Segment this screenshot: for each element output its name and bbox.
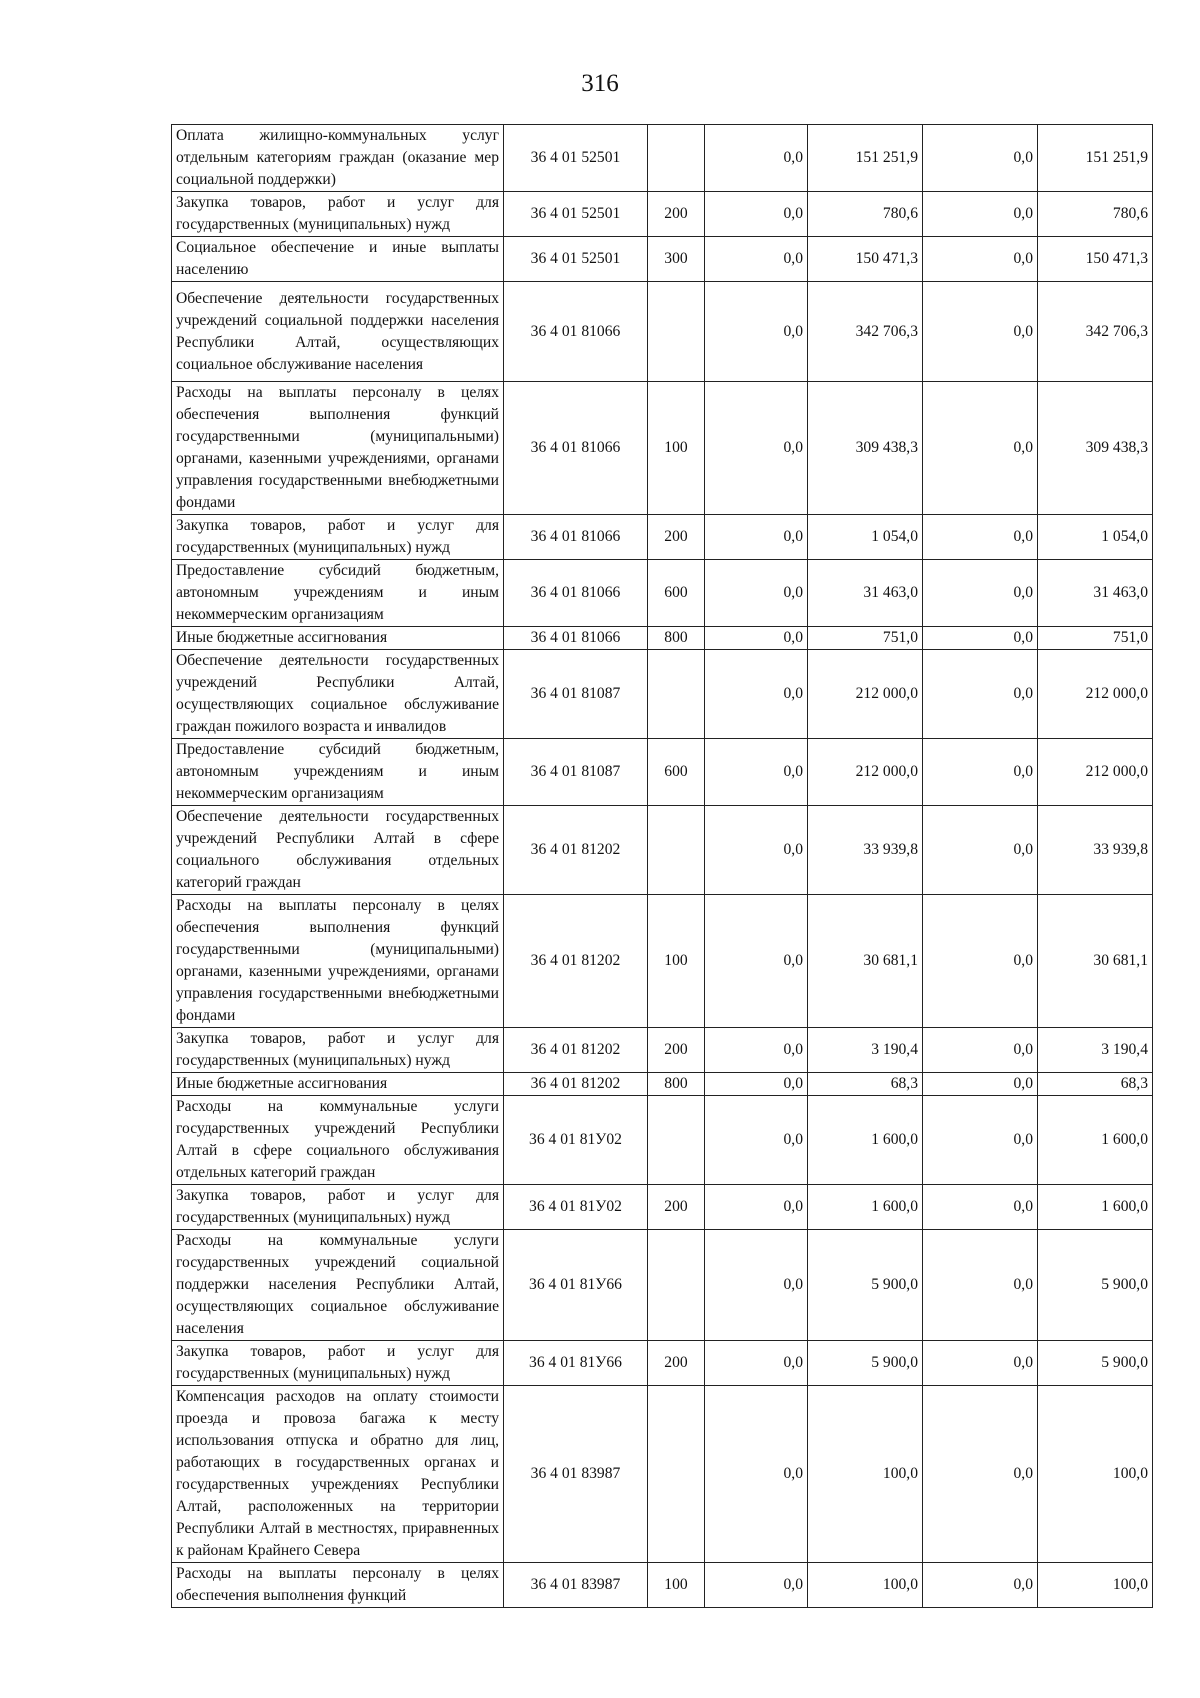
row-code: 36 4 01 81202 — [504, 1028, 648, 1073]
row-value-2: 1 600,0 — [808, 1185, 923, 1230]
row-value-2: 100,0 — [808, 1386, 923, 1563]
row-value-4: 100,0 — [1038, 1563, 1153, 1608]
row-value-4: 780,6 — [1038, 192, 1153, 237]
row-value-4: 5 900,0 — [1038, 1341, 1153, 1386]
row-code: 36 4 01 81202 — [504, 806, 648, 895]
row-code: 36 4 01 81У66 — [504, 1230, 648, 1341]
table-row — [172, 125, 1153, 192]
row-code: 36 4 01 52501 — [504, 237, 648, 282]
row-code: 36 4 01 52501 — [504, 192, 648, 237]
row-name: Закупка товаров, работ и услуг для государственных (муниципальных) нужд — [172, 1028, 504, 1073]
row-value-3: 0,0 — [923, 1563, 1038, 1608]
row-value-2: 780,6 — [808, 192, 923, 237]
row-value-1: 0,0 — [705, 1341, 808, 1386]
row-value-2: 5 900,0 — [808, 1341, 923, 1386]
row-value-1: 0,0 — [705, 1028, 808, 1073]
row-expense-type: 200 — [648, 1185, 705, 1230]
row-value-2: 150 471,3 — [808, 237, 923, 282]
row-value-2: 151 251,9 — [808, 125, 923, 192]
table-row — [172, 739, 1153, 806]
row-name: Закупка товаров, работ и услуг для государственных (муниципальных) нужд — [172, 515, 504, 560]
row-value-3: 0,0 — [923, 1341, 1038, 1386]
row-value-2: 1 054,0 — [808, 515, 923, 560]
row-value-3: 0,0 — [923, 237, 1038, 282]
row-value-2: 68,3 — [808, 1073, 923, 1096]
row-name: Расходы на выплаты персоналу в целях обеспечения выполнения функций государственными (муниципальными) органами, казенными учреждениями, органами управления государственными внебюджетными фондами — [172, 382, 504, 515]
table-row — [172, 895, 1153, 1028]
row-value-3: 0,0 — [923, 382, 1038, 515]
row-value-1: 0,0 — [705, 192, 808, 237]
table-row — [172, 1185, 1153, 1230]
table-row — [172, 192, 1153, 237]
row-name: Обеспечение деятельности государственных учреждений Республики Алтай в сфере социального обслуживания отдельных категорий граждан — [172, 806, 504, 895]
row-value-3: 0,0 — [923, 192, 1038, 237]
row-value-1: 0,0 — [705, 1185, 808, 1230]
row-value-4: 151 251,9 — [1038, 125, 1153, 192]
row-name: Закупка товаров, работ и услуг для государственных (муниципальных) нужд — [172, 192, 504, 237]
row-value-4: 68,3 — [1038, 1073, 1153, 1096]
table-row — [172, 1096, 1153, 1185]
table-row — [172, 237, 1153, 282]
row-expense-type: 300 — [648, 237, 705, 282]
row-value-3: 0,0 — [923, 650, 1038, 739]
row-expense-type: 100 — [648, 895, 705, 1028]
row-value-4: 342 706,3 — [1038, 282, 1153, 382]
row-expense-type: 600 — [648, 739, 705, 806]
table-row — [172, 650, 1153, 739]
row-code: 36 4 01 83987 — [504, 1563, 648, 1608]
row-value-3: 0,0 — [923, 560, 1038, 627]
row-expense-type — [648, 650, 705, 739]
table-row — [172, 282, 1153, 382]
row-expense-type: 200 — [648, 1028, 705, 1073]
row-value-3: 0,0 — [923, 739, 1038, 806]
table-row — [172, 1563, 1153, 1608]
table-row — [172, 560, 1153, 627]
row-code: 36 4 01 81У02 — [504, 1096, 648, 1185]
row-value-1: 0,0 — [705, 627, 808, 650]
row-value-3: 0,0 — [923, 627, 1038, 650]
row-expense-type — [648, 282, 705, 382]
row-value-3: 0,0 — [923, 895, 1038, 1028]
row-name: Расходы на коммунальные услуги государственных учреждений социальной поддержки населения Республики Алтай, осуществляющих социальное обслуживание населения — [172, 1230, 504, 1341]
row-code: 36 4 01 83987 — [504, 1386, 648, 1563]
row-value-4: 1 054,0 — [1038, 515, 1153, 560]
row-name: Оплата жилищно-коммунальных услуг отдельным категориям граждан (оказание мер социальной поддержки) — [172, 125, 504, 192]
row-value-4: 1 600,0 — [1038, 1185, 1153, 1230]
row-value-1: 0,0 — [705, 650, 808, 739]
row-expense-type — [648, 806, 705, 895]
row-value-1: 0,0 — [705, 895, 808, 1028]
row-code: 36 4 01 81066 — [504, 382, 648, 515]
row-name: Предоставление субсидий бюджетным, автономным учреждениям и иным некоммерческим организациям — [172, 560, 504, 627]
row-value-2: 100,0 — [808, 1563, 923, 1608]
row-value-3: 0,0 — [923, 1096, 1038, 1185]
row-value-4: 33 939,8 — [1038, 806, 1153, 895]
row-value-3: 0,0 — [923, 282, 1038, 382]
row-value-4: 31 463,0 — [1038, 560, 1153, 627]
row-code: 36 4 01 81202 — [504, 895, 648, 1028]
row-value-2: 33 939,8 — [808, 806, 923, 895]
row-code: 36 4 01 81202 — [504, 1073, 648, 1096]
row-value-2: 309 438,3 — [808, 382, 923, 515]
table-row — [172, 806, 1153, 895]
row-name: Расходы на выплаты персоналу в целях обеспечения выполнения функций государственными (муниципальными) органами, казенными учреждениями, органами управления государственными внебюджетными фондами — [172, 895, 504, 1028]
row-name: Иные бюджетные ассигнования — [172, 1073, 504, 1096]
row-value-3: 0,0 — [923, 1185, 1038, 1230]
row-code: 36 4 01 81087 — [504, 650, 648, 739]
row-expense-type — [648, 1096, 705, 1185]
row-code: 36 4 01 81У66 — [504, 1341, 648, 1386]
row-value-4: 212 000,0 — [1038, 650, 1153, 739]
row-value-4: 100,0 — [1038, 1386, 1153, 1563]
row-value-3: 0,0 — [923, 125, 1038, 192]
row-expense-type: 100 — [648, 1563, 705, 1608]
row-value-3: 0,0 — [923, 1386, 1038, 1563]
row-name: Иные бюджетные ассигнования — [172, 627, 504, 650]
row-expense-type: 100 — [648, 382, 705, 515]
row-value-2: 751,0 — [808, 627, 923, 650]
row-name: Социальное обеспечение и иные выплаты населению — [172, 237, 504, 282]
page-number: 316 — [581, 70, 619, 97]
row-name: Расходы на коммунальные услуги государственных учреждений Республики Алтай в сфере социального обслуживания отдельных категорий граждан — [172, 1096, 504, 1185]
row-expense-type: 200 — [648, 1341, 705, 1386]
row-value-1: 0,0 — [705, 739, 808, 806]
row-name: Закупка товаров, работ и услуг для государственных (муниципальных) нужд — [172, 1341, 504, 1386]
row-value-3: 0,0 — [923, 1073, 1038, 1096]
row-value-1: 0,0 — [705, 1563, 808, 1608]
row-expense-type — [648, 1386, 705, 1563]
row-code: 36 4 01 81087 — [504, 739, 648, 806]
row-value-3: 0,0 — [923, 1028, 1038, 1073]
row-value-2: 3 190,4 — [808, 1028, 923, 1073]
table-row — [172, 382, 1153, 515]
row-value-2: 31 463,0 — [808, 560, 923, 627]
row-value-1: 0,0 — [705, 1386, 808, 1563]
budget-table — [171, 124, 1153, 1608]
row-value-1: 0,0 — [705, 515, 808, 560]
row-name: Расходы на выплаты персоналу в целях обеспечения выполнения функций — [172, 1563, 504, 1608]
row-value-1: 0,0 — [705, 560, 808, 627]
row-value-2: 212 000,0 — [808, 650, 923, 739]
row-name: Закупка товаров, работ и услуг для государственных (муниципальных) нужд — [172, 1185, 504, 1230]
row-code: 36 4 01 52501 — [504, 125, 648, 192]
table-row — [172, 1230, 1153, 1341]
row-value-4: 3 190,4 — [1038, 1028, 1153, 1073]
row-value-1: 0,0 — [705, 125, 808, 192]
row-code: 36 4 01 81У02 — [504, 1185, 648, 1230]
row-name: Обеспечение деятельности государственных учреждений социальной поддержки населения Республики Алтай, осуществляющих социальное обслуживание населения — [172, 282, 504, 382]
row-expense-type: 200 — [648, 192, 705, 237]
row-value-1: 0,0 — [705, 282, 808, 382]
row-expense-type — [648, 125, 705, 192]
row-code: 36 4 01 81066 — [504, 515, 648, 560]
row-value-1: 0,0 — [705, 382, 808, 515]
row-value-2: 342 706,3 — [808, 282, 923, 382]
row-value-4: 5 900,0 — [1038, 1230, 1153, 1341]
row-expense-type: 600 — [648, 560, 705, 627]
row-value-4: 150 471,3 — [1038, 237, 1153, 282]
row-name: Предоставление субсидий бюджетным, автономным учреждениям и иным некоммерческим организациям — [172, 739, 504, 806]
row-expense-type — [648, 1230, 705, 1341]
row-value-3: 0,0 — [923, 1230, 1038, 1341]
row-value-4: 309 438,3 — [1038, 382, 1153, 515]
row-value-2: 30 681,1 — [808, 895, 923, 1028]
row-value-4: 1 600,0 — [1038, 1096, 1153, 1185]
row-value-1: 0,0 — [705, 237, 808, 282]
row-code: 36 4 01 81066 — [504, 627, 648, 650]
row-value-4: 751,0 — [1038, 627, 1153, 650]
row-value-1: 0,0 — [705, 1073, 808, 1096]
table-row — [172, 1341, 1153, 1386]
row-code: 36 4 01 81066 — [504, 282, 648, 382]
row-value-4: 30 681,1 — [1038, 895, 1153, 1028]
row-expense-type: 800 — [648, 627, 705, 650]
table-row — [172, 627, 1153, 650]
row-expense-type: 800 — [648, 1073, 705, 1096]
table-body — [172, 125, 1153, 1608]
table-row — [172, 515, 1153, 560]
row-value-3: 0,0 — [923, 806, 1038, 895]
row-value-1: 0,0 — [705, 806, 808, 895]
table-row — [172, 1028, 1153, 1073]
row-value-1: 0,0 — [705, 1096, 808, 1185]
row-name: Обеспечение деятельности государственных учреждений Республики Алтай, осуществляющих социальное обслуживание граждан пожилого возраста и инвалидов — [172, 650, 504, 739]
row-code: 36 4 01 81066 — [504, 560, 648, 627]
row-value-1: 0,0 — [705, 1230, 808, 1341]
row-value-3: 0,0 — [923, 515, 1038, 560]
row-value-2: 212 000,0 — [808, 739, 923, 806]
table-row — [172, 1073, 1153, 1096]
table-row — [172, 1386, 1153, 1563]
row-value-2: 1 600,0 — [808, 1096, 923, 1185]
row-value-4: 212 000,0 — [1038, 739, 1153, 806]
row-value-2: 5 900,0 — [808, 1230, 923, 1341]
row-expense-type: 200 — [648, 515, 705, 560]
row-name: Компенсация расходов на оплату стоимости проезда и провоза багажа к месту использования отпуска и обратно для лиц, работающих в государственных органах и государственных учреждениях Республики Алтай, расположенных на территории Республики Алтай в местностях, приравненных к районам Крайнего Севера — [172, 1386, 504, 1563]
